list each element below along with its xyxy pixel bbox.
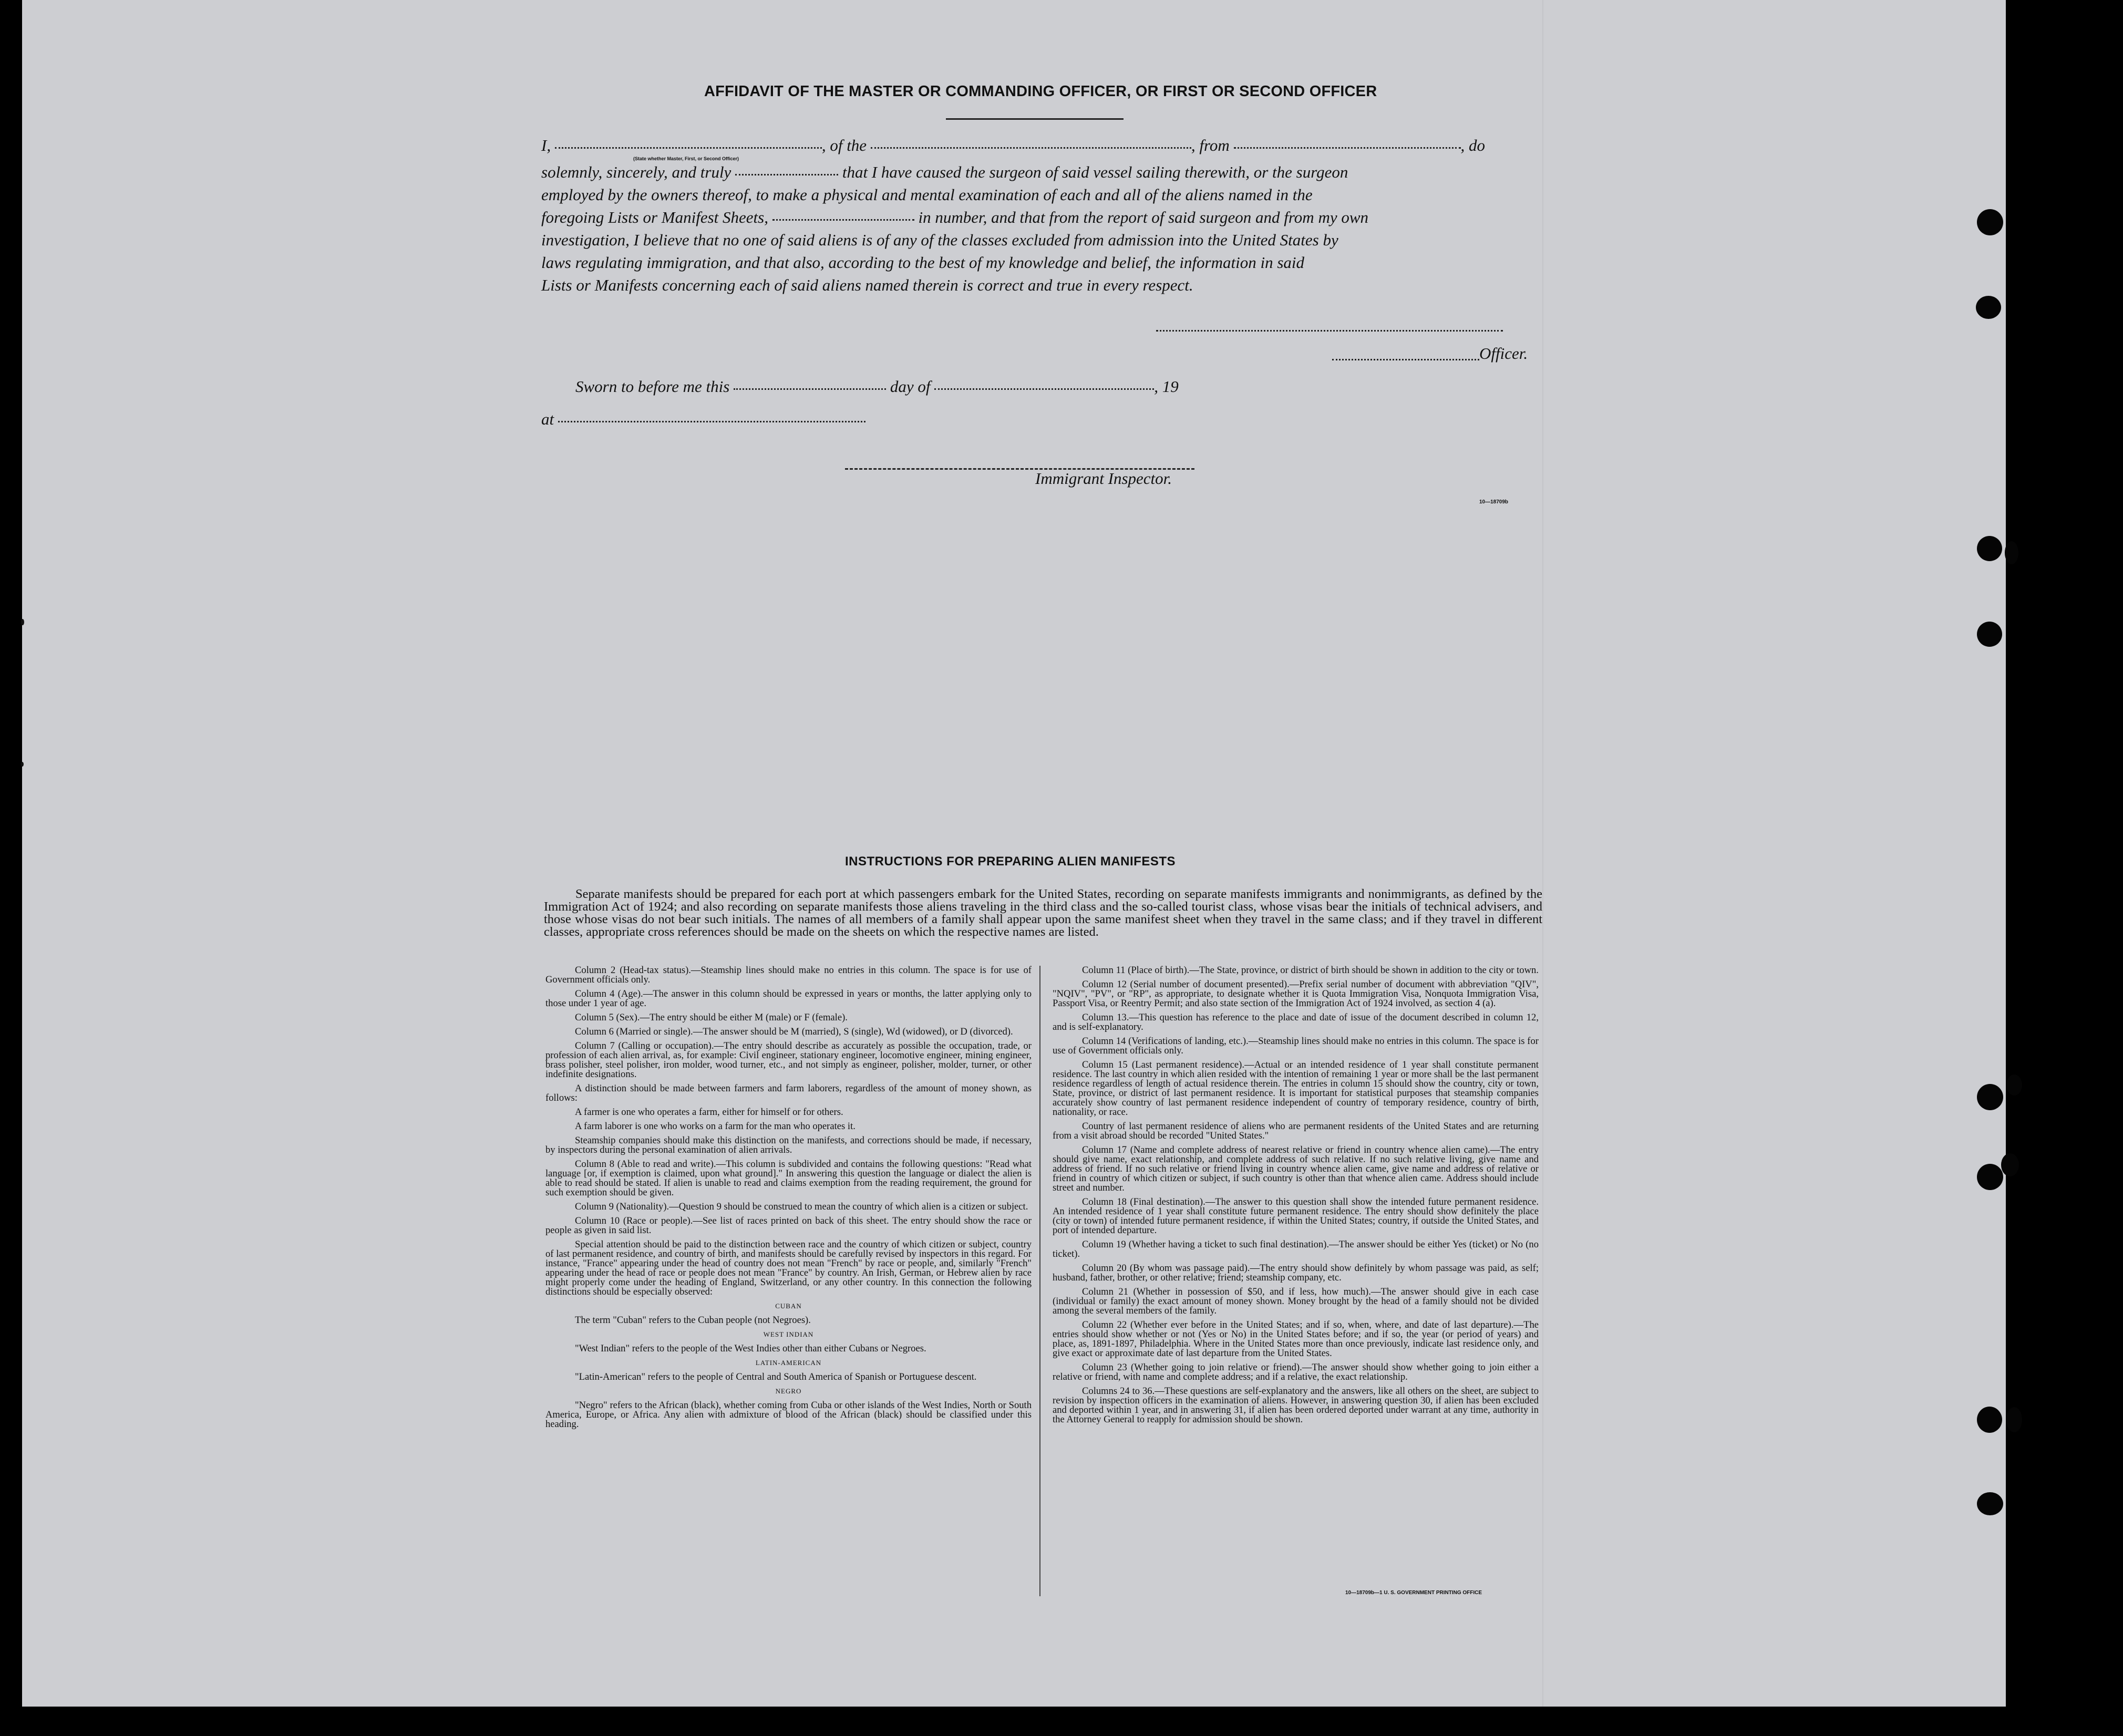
instruction-paragraph: Column 17 (Name and complete address of nearest relative or friend in country whence alien came).—The entry should give name, exact relationship, and complete address of such relative. If no such relative living, give name and address of friend. If no such relative or friend living in country whence alien came, give name and address of relative or friend in country of which citizen or subject, if such country is other than that whence alien came. Address should include street and number.	[1053, 1144, 1539, 1193]
edge-speck	[21, 762, 24, 767]
officer-rank-note: (State whether Master, First, or Second Officer)	[633, 156, 739, 161]
printing-office-footer: 10—18709b—1 U. S. GOVERNMENT PRINTING OFFICE	[1345, 1590, 1482, 1596]
instruction-paragraph: Column 21 (Whether in possession of $50, and if less, how much).—The answer should give in each case (individual or family) the exact amount of money shown. Money brought by the head of a family should not be divided among the several members of the family.	[1053, 1286, 1539, 1316]
instruction-paragraph: Special attention should be paid to the distinction between race and the country of which citizen or subject, country of last permanent residence, and country of birth, and manifests should be carefully revised by inspectors in this regard. For instance, "France" appearing under the head of country does not mean "French" by race or people, and, similarly "French" appearing under the head of race or people does not mean "France" by country. An Irish, German, or Hebrew alien by race might properly come under the heading of England, Switzerland, or any other country. In this connection the following distinctions should be especially observed:	[545, 1239, 1032, 1297]
title-underline	[946, 118, 1124, 120]
officer-rank-line[interactable]	[1332, 359, 1479, 360]
sworn-line: Sworn to before me this day of , 19	[575, 377, 1179, 396]
instruction-paragraph: Column 4 (Age).—The answer in this column should be expressed in years or months, the latter applying only to those under 1 year of age.	[545, 988, 1032, 1009]
instruction-paragraph: A farm laborer is one who works on a farm for the man who operates it.	[575, 1121, 856, 1132]
instructions-left-column	[545, 966, 1032, 1434]
page-fold	[1542, 0, 1543, 1707]
instructions-intro: Separate manifests should be prepared for each port at which passengers embark for the United States, recording on separate manifests immigrants and nonimmigrants, as defined by the Immigration Act of 1924; and also recording on separate manifests those aliens traveling in the third class and the so-called tourist class, whose visas bear the initials of technical advisers, and those whose visas do not bear such initials. The names of all members of a family shall appear upon the same manifest sheet when they travel in the same class; and if they travel in different classes, appropriate cross references should be made on the sheets on which the respective names are listed.	[544, 887, 1542, 939]
cuban-heading: CUBAN	[775, 1302, 802, 1310]
place-line: at	[541, 410, 865, 429]
edge-speck	[21, 619, 24, 625]
instruction-paragraph: Column 8 (Able to read and write).—This column is subdivided and contains the following questions: "Read what language [or, if exemption is claimed, upon what ground]." In answering this question the language or dialect the alien is able to read should be stated. If alien is unable to read and claims exemption from the reading requirement, the ground for such exemption should be given.	[545, 1159, 1032, 1198]
negro-definition: "Negro" refers to the African (black), whether coming from Cuba or other islands of the West Indies, North or South America, Europe, or Africa. Any alien with admixture of blood of the African (black) should be classified under this heading.	[545, 1400, 1032, 1430]
instruction-paragraph: Column 7 (Calling or occupation).—The entry should describe as accurately as possible the occupation, trade, or profession of each alien arrival, as, for example: Civil engineer, stationary engineer, locomotive engineer, mining engineer, brass polisher, steel polisher, iron molder, wood turner, etc., and not simply as engineer, polisher, molder, turner, or other indefinite designations.	[545, 1040, 1032, 1080]
affidavit-line-2: solemnly, sincerely, and truly that I have caused the surgeon of said vessel sailing therewith, or the surgeon	[541, 163, 1348, 181]
sheet-count-blank[interactable]	[772, 219, 914, 221]
instruction-paragraph: Columns 24 to 36.—These questions are self-explanatory and the answers, like all others on the sheet, are subject to revision by inspection officers in the examination of aliens. However, in answering question 30, if alien has been excluded and deported within 1 year, and in answering 31, if alien has been ordered deported under warrant at any time, authority in the Attorney General to reapply for admission should be shown.	[1053, 1386, 1539, 1425]
oath-blank[interactable]	[735, 174, 838, 175]
punch-hole	[2005, 541, 2018, 564]
punch-hole	[1977, 622, 2002, 647]
affidavit-line-1: I, , of the , from , do	[541, 136, 1485, 154]
instruction-paragraph: Column 11 (Place of birth).—The State, province, or district of birth should be shown in addition to the city or town.	[1082, 965, 1539, 976]
latin-american-heading: LATIN-AMERICAN	[755, 1359, 822, 1367]
instruction-paragraph: Column 13.—This question has reference to the place and date of issue of the document described in column 12, and is self-explanatory.	[1053, 1012, 1539, 1032]
instruction-paragraph: Column 22 (Whether ever before in the United States; and if so, when, where, and date of last departure).—The entries should show whether or not (Yes or No) in the United States before; and if so, the year (or period of years) and place, as, 1891-1897, Philadelphia. Where in the United States more than once previously, indicate last residence only, and give exact or approximate date of last departure from the United States.	[1053, 1319, 1539, 1359]
punch-hole	[1977, 209, 2003, 235]
instruction-paragraph: Column 23 (Whether going to join relative or friend).—The answer should show whether going to join either a relative or friend, with name and complete address; and if a relative, the exact relationship.	[1053, 1362, 1539, 1382]
punch-hole	[1977, 1407, 2002, 1433]
inspector-label: Immigrant Inspector.	[1035, 469, 1172, 488]
affidavit-line-3: employed by the owners thereof, to make a physical and mental examination of each and all of the aliens named in the	[541, 185, 1313, 204]
signature-line[interactable]	[1156, 330, 1503, 332]
negro-heading: NEGRO	[775, 1387, 802, 1395]
instruction-paragraph: Steamship companies should make this distinction on the manifests, and corrections should be made, if necessary, by inspectors during the personal examination of alien arrivals.	[545, 1135, 1032, 1155]
affidavit-line-7: Lists or Manifests concerning each of said aliens named therein is correct and true in every respect.	[541, 276, 1193, 294]
instruction-paragraph: Column 10 (Race or people).—See list of races printed on back of this sheet. The entry should show the race or people as given in said list.	[545, 1215, 1032, 1236]
instruction-paragraph: Column 2 (Head-tax status).—Steamship lines should make no entries in this column. The space is for use of Government officials only.	[545, 965, 1032, 985]
instruction-paragraph: Country of last permanent residence of aliens who are permanent residents of the United States and are returning from a visit abroad should be recorded "United States."	[1053, 1121, 1539, 1141]
instruction-paragraph: A farmer is one who operates a farm, either for himself or for others.	[575, 1107, 843, 1118]
instruction-paragraph: Column 12 (Serial number of document presented).—Prefix serial number of document with abbreviation "QIV", "NQIV", "PV", or "RP", as appropriate, to designate whether it is Quota Immigration Visa, Nonquota Immigration Visa, Passport Visa, or Reentry Permit; and also state section of the Immigration Act of 1924 involved, as section 4 (a).	[1053, 979, 1539, 1009]
instruction-paragraph: Column 5 (Sex).—The entry should be either M (male) or F (female).	[575, 1012, 848, 1023]
instruction-paragraph: Column 14 (Verifications of landing, etc.).—Steamship lines should make no entries in this column. The space is for use of Government officials only.	[1053, 1036, 1539, 1056]
instructions-right-column	[1053, 966, 1539, 1429]
instruction-paragraph: A distinction should be made between farmers and farm laborers, regardless of the amount of money shown, as follows:	[545, 1083, 1032, 1103]
affidavit-line-4: foregoing Lists or Manifest Sheets, in number, and that from the report of said surgeon and from my own	[541, 208, 1369, 226]
west-indian-heading: WEST INDIAN	[763, 1330, 814, 1338]
affidavit-title: AFFIDAVIT OF THE MASTER OR COMMANDING OFFICER, OR FIRST OR SECOND OFFICER	[704, 83, 1377, 100]
instruction-paragraph: Column 15 (Last permanent residence).—Actual or an intended residence of 1 year shall constitute permanent residence. The last country in which alien resided with the intention of remaining 1 year or more shall be the last permanent residence regardless of length of actual residence therein. The entries in column 15 should show the country, city or town, State, province, or district of last permanent residence. It is important for statistical purposes that steamship companies accurately show country of last permanent residence independent of country of temporary residence, country of birth, nationality, or race.	[1053, 1059, 1539, 1118]
punch-hole	[2001, 1153, 2019, 1176]
column-divider	[1039, 966, 1040, 1596]
affidavit-line-5: investigation, I believe that no one of said aliens is of any of the classes excluded from admission into the United States by	[541, 231, 1338, 249]
instruction-paragraph: Column 19 (Whether having a ticket to such final destination).—The answer should be either Yes (ticket) or No (no ticket).	[1053, 1239, 1539, 1259]
punch-hole	[1977, 1492, 2003, 1515]
punch-hole	[1977, 536, 2002, 561]
instructions-title: INSTRUCTIONS FOR PREPARING ALIEN MANIFESTS	[845, 854, 1176, 869]
affidavit-line-6: laws regulating immigration, and that also, according to the best of my knowledge and belief, the information in said	[541, 253, 1305, 272]
sworn-day-blank[interactable]	[734, 388, 886, 390]
west-indian-definition: "West Indian" refers to the people of the West Indies other than either Cubans or Negroes.	[575, 1343, 926, 1354]
instruction-paragraph: Column 18 (Final destination).—The answer to this question shall show the intended future permanent residence. An intended residence of 1 year shall constitute future permanent residence. The entry should show definitely the place (city or town) of intended future permanent residence, if within the United States; country, if outside the United States, and port of intended departure.	[1053, 1196, 1539, 1236]
instruction-paragraph: Column 9 (Nationality).—Question 9 should be construed to mean the country of which alien is a citizen or subject.	[575, 1201, 1028, 1212]
punch-hole	[1976, 296, 2001, 319]
sworn-month-blank[interactable]	[934, 388, 1154, 390]
punch-hole	[2006, 1407, 2022, 1432]
punch-hole	[1977, 1084, 2003, 1110]
place-blank[interactable]	[558, 421, 865, 422]
instruction-paragraph: Column 6 (Married or single).—The answer should be M (married), S (single), Wd (widowed), or D (divorced).	[575, 1026, 1013, 1037]
officer-label: Officer.	[1479, 344, 1528, 363]
latin-american-definition: "Latin-American" refers to the people of Central and South America of Spanish or Portuguese descent.	[575, 1371, 977, 1382]
punch-hole	[1977, 1164, 2003, 1190]
officer-name-blank[interactable]	[555, 147, 822, 149]
punch-hole	[2006, 1074, 2022, 1096]
cuban-definition: The term "Cuban" refers to the Cuban people (not Negroes).	[575, 1315, 811, 1326]
vessel-name-blank[interactable]	[871, 147, 1191, 149]
instruction-paragraph: Column 20 (By whom was passage paid).—The entry should show definitely by whom passage was paid, as self; husband, father, brother, or other relative; friend; steamship company, etc.	[1053, 1263, 1539, 1283]
form-number: 10—18709b	[1479, 499, 1509, 505]
port-blank[interactable]	[1234, 147, 1461, 149]
